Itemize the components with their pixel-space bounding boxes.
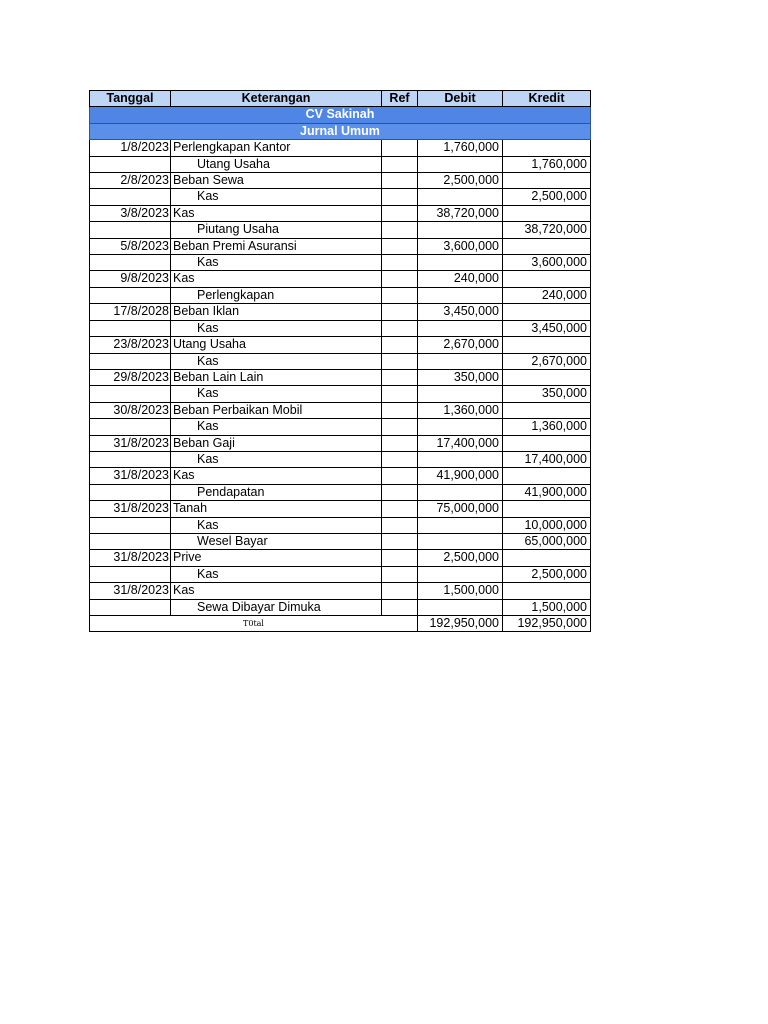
- credit-cell: 3,450,000: [503, 320, 591, 336]
- ref-cell: [382, 222, 418, 238]
- date-cell: 31/8/2023: [90, 435, 171, 451]
- header-credit: Kredit: [503, 91, 591, 107]
- date-cell: 31/8/2023: [90, 468, 171, 484]
- ref-cell: [382, 337, 418, 353]
- journal-table: [89, 90, 591, 632]
- debit-cell: [418, 189, 503, 205]
- ref-cell: [382, 484, 418, 500]
- ref-cell: [382, 140, 418, 156]
- description-cell: Kas: [171, 583, 382, 599]
- date-cell: 29/8/2023: [90, 369, 171, 385]
- date-cell: 31/8/2023: [90, 583, 171, 599]
- debit-cell: 2,500,000: [418, 550, 503, 566]
- table-row: [90, 583, 591, 599]
- description-cell: Perlengkapan Kantor: [171, 140, 382, 156]
- date-cell: [90, 419, 171, 435]
- date-cell: [90, 533, 171, 549]
- table-row: [90, 205, 591, 221]
- debit-cell: [418, 533, 503, 549]
- credit-cell: [503, 550, 591, 566]
- debit-cell: [418, 222, 503, 238]
- credit-cell: 240,000: [503, 287, 591, 303]
- description-cell: Utang Usaha: [171, 337, 382, 353]
- credit-cell: 1,760,000: [503, 156, 591, 172]
- ref-cell: [382, 304, 418, 320]
- ref-cell: [382, 583, 418, 599]
- table-row: [90, 517, 591, 533]
- table-row: [90, 451, 591, 467]
- table-row: [90, 222, 591, 238]
- table-row: [90, 386, 591, 402]
- table-row: [90, 566, 591, 582]
- date-cell: [90, 386, 171, 402]
- ref-cell: [382, 173, 418, 189]
- date-cell: 2/8/2023: [90, 173, 171, 189]
- table-row: [90, 468, 591, 484]
- table-row: [90, 599, 591, 615]
- description-cell: Kas: [171, 255, 382, 271]
- ref-cell: [382, 402, 418, 418]
- date-cell: [90, 517, 171, 533]
- description-cell: Pendapatan: [171, 484, 382, 500]
- credit-cell: 17,400,000: [503, 451, 591, 467]
- table-row: [90, 320, 591, 336]
- table-row: [90, 369, 591, 385]
- date-cell: 23/8/2023: [90, 337, 171, 353]
- table-row: [90, 402, 591, 418]
- ref-cell: [382, 271, 418, 287]
- credit-cell: [503, 402, 591, 418]
- debit-cell: 1,360,000: [418, 402, 503, 418]
- date-cell: [90, 484, 171, 500]
- credit-cell: 3,600,000: [503, 255, 591, 271]
- date-cell: [90, 599, 171, 615]
- debit-cell: 240,000: [418, 271, 503, 287]
- ref-cell: [382, 435, 418, 451]
- description-cell: Piutang Usaha: [171, 222, 382, 238]
- date-cell: [90, 320, 171, 336]
- header-debit: Debit: [418, 91, 503, 107]
- total-label: T0tal: [90, 616, 418, 632]
- debit-cell: [418, 599, 503, 615]
- debit-cell: 2,500,000: [418, 173, 503, 189]
- date-cell: 5/8/2023: [90, 238, 171, 254]
- ref-cell: [382, 156, 418, 172]
- debit-cell: 17,400,000: [418, 435, 503, 451]
- credit-cell: [503, 337, 591, 353]
- credit-cell: [503, 271, 591, 287]
- date-cell: [90, 287, 171, 303]
- ref-cell: [382, 353, 418, 369]
- debit-cell: [418, 320, 503, 336]
- table-row: [90, 353, 591, 369]
- date-cell: 9/8/2023: [90, 271, 171, 287]
- date-cell: 31/8/2023: [90, 501, 171, 517]
- ref-cell: [382, 320, 418, 336]
- debit-cell: 2,670,000: [418, 337, 503, 353]
- journal-title: Jurnal Umum: [90, 123, 591, 139]
- total-credit: 192,950,000: [503, 616, 591, 632]
- ref-cell: [382, 501, 418, 517]
- ref-cell: [382, 599, 418, 615]
- date-cell: [90, 451, 171, 467]
- credit-cell: [503, 205, 591, 221]
- ref-cell: [382, 205, 418, 221]
- description-cell: Sewa Dibayar Dimuka: [171, 599, 382, 615]
- credit-cell: [503, 501, 591, 517]
- ref-cell: [382, 287, 418, 303]
- description-cell: Prive: [171, 550, 382, 566]
- date-cell: 1/8/2023: [90, 140, 171, 156]
- description-cell: Beban Lain Lain: [171, 369, 382, 385]
- credit-cell: 41,900,000: [503, 484, 591, 500]
- table-row: [90, 156, 591, 172]
- journal-sheet: [89, 90, 590, 632]
- description-cell: Beban Sewa: [171, 173, 382, 189]
- table-row: [90, 533, 591, 549]
- debit-cell: [418, 156, 503, 172]
- total-row: [90, 616, 591, 632]
- description-cell: Beban Premi Asuransi: [171, 238, 382, 254]
- ref-cell: [382, 550, 418, 566]
- credit-cell: [503, 173, 591, 189]
- description-cell: Kas: [171, 419, 382, 435]
- table-row: [90, 140, 591, 156]
- ref-cell: [382, 517, 418, 533]
- credit-cell: [503, 468, 591, 484]
- ref-cell: [382, 533, 418, 549]
- company-name: CV Sakinah: [90, 107, 591, 123]
- debit-cell: [418, 517, 503, 533]
- description-cell: Kas: [171, 451, 382, 467]
- table-row: [90, 501, 591, 517]
- header-date: Tanggal: [90, 91, 171, 107]
- debit-cell: [418, 451, 503, 467]
- credit-cell: 10,000,000: [503, 517, 591, 533]
- debit-cell: 38,720,000: [418, 205, 503, 221]
- table-row: [90, 255, 591, 271]
- journal-title-row: [90, 123, 591, 139]
- credit-cell: 2,500,000: [503, 566, 591, 582]
- description-cell: Kas: [171, 566, 382, 582]
- ref-cell: [382, 238, 418, 254]
- credit-cell: 350,000: [503, 386, 591, 402]
- description-cell: Perlengkapan: [171, 287, 382, 303]
- ref-cell: [382, 468, 418, 484]
- table-row: [90, 189, 591, 205]
- table-row: [90, 337, 591, 353]
- date-cell: [90, 189, 171, 205]
- table-row: [90, 419, 591, 435]
- table-row: [90, 173, 591, 189]
- date-cell: 30/8/2023: [90, 402, 171, 418]
- description-cell: Kas: [171, 271, 382, 287]
- header-row: [90, 91, 591, 107]
- credit-cell: [503, 583, 591, 599]
- company-row: [90, 107, 591, 123]
- table-row: [90, 238, 591, 254]
- description-cell: Kas: [171, 189, 382, 205]
- credit-cell: 65,000,000: [503, 533, 591, 549]
- table-row: [90, 287, 591, 303]
- description-cell: Kas: [171, 205, 382, 221]
- total-debit: 192,950,000: [418, 616, 503, 632]
- date-cell: [90, 353, 171, 369]
- date-cell: [90, 255, 171, 271]
- debit-cell: 3,600,000: [418, 238, 503, 254]
- debit-cell: [418, 255, 503, 271]
- header-description: Keterangan: [171, 91, 382, 107]
- table-row: [90, 304, 591, 320]
- ref-cell: [382, 369, 418, 385]
- credit-cell: 2,670,000: [503, 353, 591, 369]
- debit-cell: 1,760,000: [418, 140, 503, 156]
- description-cell: Tanah: [171, 501, 382, 517]
- debit-cell: [418, 566, 503, 582]
- ref-cell: [382, 189, 418, 205]
- table-row: [90, 550, 591, 566]
- credit-cell: [503, 238, 591, 254]
- date-cell: [90, 566, 171, 582]
- debit-cell: 75,000,000: [418, 501, 503, 517]
- description-cell: Wesel Bayar: [171, 533, 382, 549]
- ref-cell: [382, 419, 418, 435]
- description-cell: Kas: [171, 468, 382, 484]
- date-cell: [90, 156, 171, 172]
- debit-cell: [418, 484, 503, 500]
- table-row: [90, 484, 591, 500]
- credit-cell: 38,720,000: [503, 222, 591, 238]
- credit-cell: 2,500,000: [503, 189, 591, 205]
- entries-body: [90, 140, 591, 616]
- ref-cell: [382, 566, 418, 582]
- table-row: [90, 435, 591, 451]
- debit-cell: 1,500,000: [418, 583, 503, 599]
- credit-cell: 1,360,000: [503, 419, 591, 435]
- description-cell: Kas: [171, 353, 382, 369]
- debit-cell: [418, 386, 503, 402]
- credit-cell: 1,500,000: [503, 599, 591, 615]
- description-cell: Kas: [171, 320, 382, 336]
- credit-cell: [503, 369, 591, 385]
- header-ref: Ref: [382, 91, 418, 107]
- table-row: [90, 271, 591, 287]
- ref-cell: [382, 386, 418, 402]
- description-cell: Beban Iklan: [171, 304, 382, 320]
- description-cell: Utang Usaha: [171, 156, 382, 172]
- debit-cell: 41,900,000: [418, 468, 503, 484]
- description-cell: Beban Gaji: [171, 435, 382, 451]
- debit-cell: [418, 419, 503, 435]
- ref-cell: [382, 451, 418, 467]
- description-cell: Beban Perbaikan Mobil: [171, 402, 382, 418]
- debit-cell: 3,450,000: [418, 304, 503, 320]
- debit-cell: [418, 287, 503, 303]
- credit-cell: [503, 435, 591, 451]
- date-cell: 17/8/2028: [90, 304, 171, 320]
- debit-cell: [418, 353, 503, 369]
- date-cell: [90, 222, 171, 238]
- description-cell: Kas: [171, 517, 382, 533]
- ref-cell: [382, 255, 418, 271]
- date-cell: 31/8/2023: [90, 550, 171, 566]
- credit-cell: [503, 140, 591, 156]
- description-cell: Kas: [171, 386, 382, 402]
- debit-cell: 350,000: [418, 369, 503, 385]
- date-cell: 3/8/2023: [90, 205, 171, 221]
- credit-cell: [503, 304, 591, 320]
